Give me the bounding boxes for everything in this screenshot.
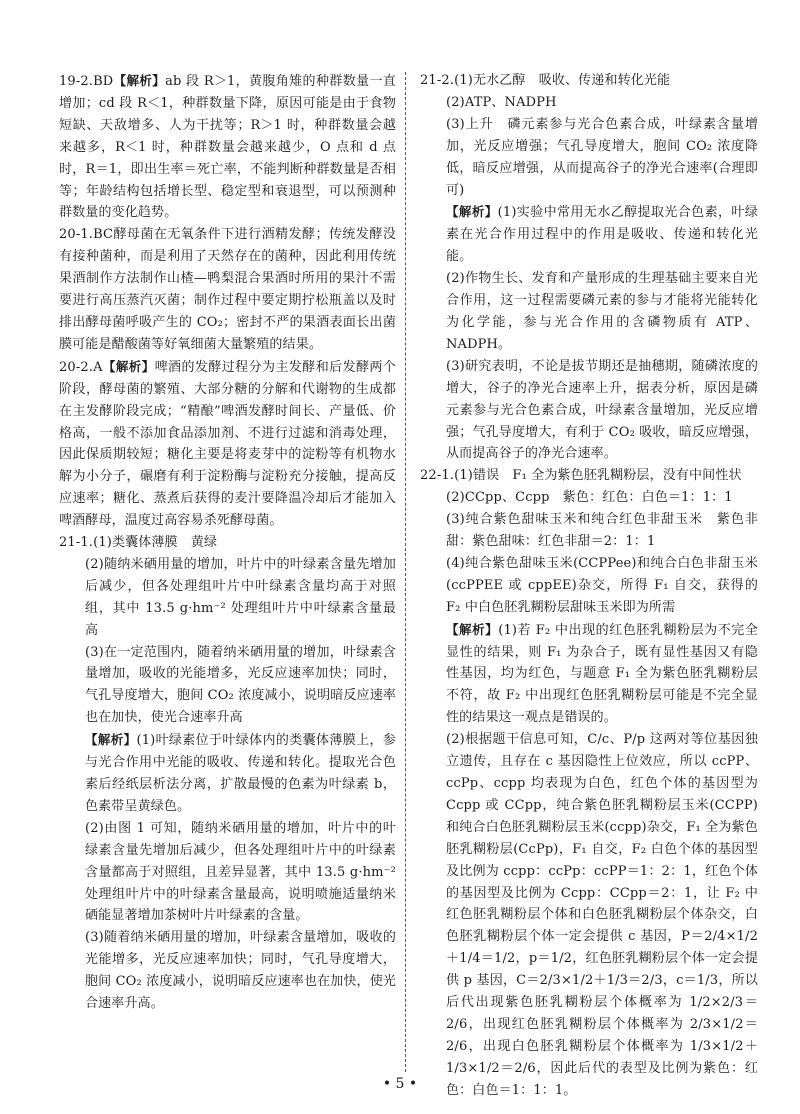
answer-text: (1)无水乙醇 吸收、传递和转化光能	[454, 73, 671, 88]
answer-text: (2)随纳米硒用量的增加，叶片中的叶绿素含量先增加后减少，但各处理组叶片中叶绿素含量均高于对照组，其中 13.5 g·hm⁻² 处理组叶片中叶绿素含量最高	[85, 556, 396, 638]
answer-paragraph	[59, 729, 396, 818]
answer-paragraph	[420, 729, 758, 1101]
question-number: 22-1.	[420, 468, 455, 484]
question-number: 21-2.	[420, 73, 455, 88]
question-number: 20-2.A	[59, 359, 103, 375]
answer-paragraph	[420, 201, 758, 268]
question-number: 19-2.BD	[59, 74, 114, 89]
answer-text: 啤酒的发酵过程分为主发酵和后发酵两个阶段，酵母菌的繁殖、大部分糖的分解和代谢物的生成都在主发酵阶段完成；“精酿”啤酒发酵时间长、产量低、价格高，一般不添加食品添加剂、不进行过滤和消毒处理，因此保质期较短；糖化主要是将麦芽中的淀粉等有机物水解为小分子，碾磨有利于淀粉酶与淀粉充分接触，提高反应速率；糖化、蒸煮后获得的麦汁要降温冷却后才能加入啤酒酵母，温度过高容易杀死酵母菌。	[59, 359, 396, 529]
answer-text: 酵母菌在无氧条件下进行酒精发酵；传统发酵没有接种菌种，而是利用了天然存在的菌种，因此利用传统果酒制作方法制作山楂—鸭梨混合果酒时所用的果汁不需要进行高压蒸汽灭菌；制作过程中要定期拧松瓶盖以及时排出酵母菌呼吸产生的 CO₂；密封不严的果酒表面长出菌膜可能是醋酸菌等好氧细菌大量繁殖的结果。	[59, 227, 396, 352]
question-number: 20-1.BC	[59, 227, 114, 243]
answer-text: (3)上升 磷元素参与光合色素合成，叶绿素含量增加，光反应增强；气孔导度增大，胞间 CO₂ 浓度降低，暗反应增强，从而提高谷子的净光合速率(合理即可)	[446, 116, 758, 198]
answer-paragraph	[420, 465, 758, 487]
answer-paragraph	[59, 642, 396, 730]
page-number: • 5 •	[382, 1076, 418, 1092]
answer-text: (2)ATP、NADPH	[446, 94, 557, 110]
answer-text: (2)由图 1 可知，随纳米硒用量的增加，叶片中的叶绿素含量先增加后减少，但各处理组叶片中的叶绿素含量都高于对照组，且差异显著，其中 13.5 g·hm⁻² 处理组叶片中的叶绿素含量最高，说明喷施适量纳米硒能显著增加茶树叶片叶绿素的含量。	[85, 820, 396, 924]
answer-text: (1)若 F₂ 中出现的红色胚乳糊粉层为不完全显性的结果，则 F₁ 为杂合子，既有显性基因又有隐性基因，均为红色，与题意 F₁ 全为紫色胚乳糊粉层不符，故 F₂ 中出现红色胚乳糊粉层可能是不完全显性的结果这一观点是错误的。	[446, 622, 758, 726]
analysis-tag: 【解析】	[446, 204, 498, 220]
answer-paragraph	[420, 553, 758, 619]
answer-paragraph	[420, 487, 758, 509]
answer-paragraph	[420, 92, 758, 114]
right-column	[420, 70, 758, 1102]
answer-paragraph	[59, 818, 396, 928]
answer-text: (3)研究表明，不论是拔节期还是抽穗期，随磷浓度的增大，谷子的净光合速率上升，据表分析，原因是磷元素参与光合色素合成，叶绿素含量增加，光反应增强；气孔导度增大，有利于 CO₂ 吸收，暗反应增强，从而提高谷子的净光合速率。	[446, 358, 758, 462]
question-number: 21-1.	[59, 535, 94, 551]
answer-paragraph	[59, 70, 396, 224]
answer-paragraph	[420, 619, 758, 730]
answer-text: (1)类囊体薄膜 黄绿	[93, 535, 218, 551]
answer-text: (2)根据题干信息可知，C/c、P/p 这两对等位基因独立遗传，且存在 c 基因隐性上位效应，所以 ccPP、ccPp、ccpp 均表现为白色，红色个体的基因型为 Ccpp 或 CCpp，纯合紫色胚乳糊粉层玉米(CCPP)和纯合白色胚乳糊粉层玉米(ccpp)杂交，F₁ 全为紫色胚乳糊粉层(CcPp)，F₁ 自交，F₂ 白色个体的基因型及比例为 ccpp：ccPp：ccPP＝1：2：1，红色个体的基因型及比例为 Ccpp：CCpp＝2：1，让 F₂ 中红色胚乳糊粉层个体和白色胚乳糊粉层个体杂交，白色胚乳糊粉层个体一定会提供 c 基因，P＝2/4×1/2＋1/4＝1/2，p＝1/2，红色胚乳糊粉层个体一定会提供 p 基因，C＝2/3×1/2＋1/3＝2/3，c＝1/3，所以后代出现紫色胚乳糊粉层个体概率为 1/2×2/3＝2/6，出现红色胚乳糊粉层个体概率为 2/3×1/2＝2/6，出现白色胚乳糊粉层个体概率为 1/3×1/2＋1/3×1/2＝2/6，因此后代的表型及比例为紫色：红色：白色＝1：1：1。	[446, 732, 758, 1098]
answer-text: (3)纯合紫色甜味玉米和纯合红色非甜玉米 紫色非甜：紫色甜味：红色非甜＝2：1：1	[446, 512, 758, 550]
answer-paragraph	[59, 927, 396, 1015]
answer-text: (1)实验中常用无水乙醇提取光合色素，叶绿素在光合作用过程中的作用是吸收、传递和转化光能。	[446, 205, 758, 265]
answer-paragraph	[420, 356, 758, 466]
answer-paragraph	[420, 509, 758, 553]
answer-text: (4)纯合紫色甜味玉米(CCPPee)和纯合白色非甜玉米(ccPPEE 或 cppEE)杂交，所得 F₁ 自交，获得的 F₂ 中白色胚乳糊粉层甜味玉米即为所需	[446, 555, 758, 615]
answer-paragraph	[59, 554, 396, 642]
answer-text: (1)错误 F₁ 全为紫色胚乳糊粉层，没有中间性状	[454, 468, 742, 484]
answer-paragraph	[59, 356, 396, 532]
answer-text: (3)随着纳米硒用量的增加，叶绿素含量增加，吸收的光能增多，光反应速率加快；同时，气孔导度增大，胞间 CO₂ 浓度减小，说明暗反应速率也在加快，使光合速率升高。	[85, 930, 396, 1012]
answer-paragraph	[59, 532, 396, 554]
analysis-tag: 【解析】	[113, 73, 166, 88]
analysis-tag: 【解析】	[102, 358, 155, 374]
analysis-tag: 【解析】	[85, 732, 137, 748]
answer-text: (2)CCpp、Ccpp 紫色：红色：白色＝1：1：1	[446, 490, 733, 506]
answer-paragraph	[420, 114, 758, 202]
answer-text: (2)作物生长、发育和产量形成的生理基础主要来自光合作用，这一过程需要磷元素的参与才能将光能转化为化学能，参与光合作用的含磷物质有 ATP、NADPH。	[446, 271, 758, 352]
column-divider	[405, 72, 406, 1072]
answer-text: (3)在一定范围内，随着纳米硒用量的增加，叶绿素含量增加，吸收的光能增多，光反应速率加快；同时，气孔导度增大，胞间 CO₂ 浓度减小，说明暗反应速率也在加快，使光合速率升高	[85, 644, 396, 726]
answer-paragraph	[420, 268, 758, 356]
left-column	[59, 70, 396, 1015]
answer-text: ab 段 R＞1，黄腹角雉的种群数量一直增加；cd 段 R＜1，种群数量下降，原因可能是由于食物短缺、天敌增多、人为干扰等；R＞1 时，种群数量会越来越多，R＜1 时，种群数量会越来越少，O 点和 d 点时，R＝1，即出生率＝死亡率，不能判断种群数量是否相等；年龄结构包括增长型、稳定型和衰退型，可以预测种群数量的变化趋势。	[59, 74, 396, 221]
answer-paragraph	[420, 70, 758, 92]
answer-text: (1)叶绿素位于叶绿体内的类囊体薄膜上，参与光合作用中光能的吸收、传递和转化。提取光合色素后经纸层析法分离，扩散最慢的色素为叶绿素 b，色素带呈黄绿色。	[85, 733, 396, 814]
analysis-tag: 【解析】	[446, 621, 499, 637]
answer-paragraph	[59, 224, 396, 355]
